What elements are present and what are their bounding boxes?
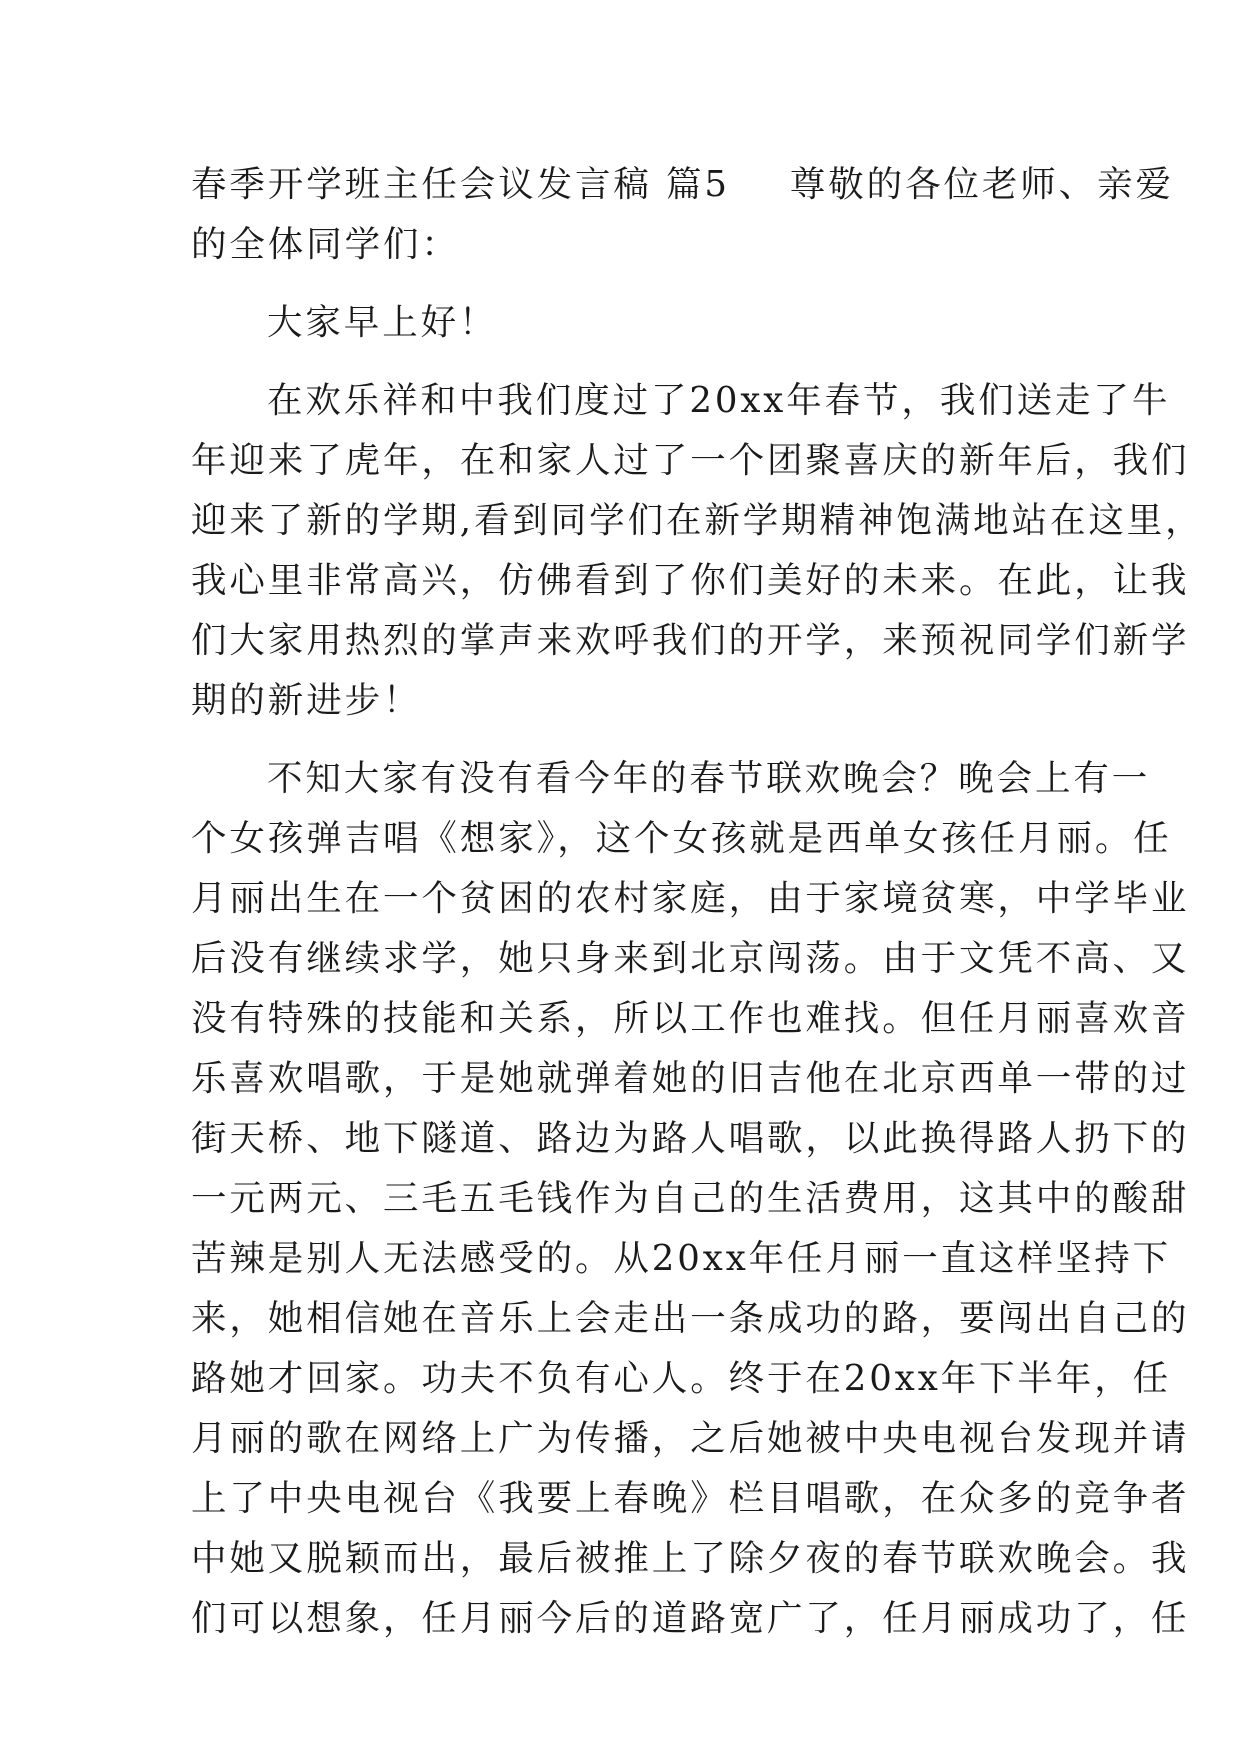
text-line: 年迎来了虎年，在和家人过了一个团聚喜庆的新年后，我们 bbox=[191, 440, 1190, 481]
text-line: 路她才回家。功夫不负有心人。终于在20xx年下半年，任 bbox=[191, 1358, 1172, 1399]
text-line: 期的新进步！ bbox=[191, 680, 422, 721]
text-line: 个女孩弹吉唱《想家》，这个女孩就是西单女孩任月丽。任 bbox=[191, 818, 1172, 859]
text-line: 苦辣是别人无法感受的。从20xx年任月丽一直这样坚持下 bbox=[191, 1238, 1172, 1279]
document-body bbox=[191, 155, 1204, 1649]
text-line: 大家早上好！ bbox=[267, 302, 498, 343]
text-line: 我心里非常高兴，仿佛看到了你们美好的未来。在此，让我 bbox=[191, 560, 1190, 601]
text-line: 一元两元、三毛五毛钱作为自己的生活费用，这其中的酸甜 bbox=[191, 1178, 1190, 1219]
text-line: 们可以想象，任月丽今后的道路宽广了，任月丽成功了，任 bbox=[191, 1598, 1190, 1639]
text-line: 月丽出生在一个贫困的农村家庭，由于家境贫寒，中学毕业 bbox=[191, 878, 1190, 919]
text-line: 不知大家有没有看今年的春节联欢晚会？晚会上有一 bbox=[267, 758, 1151, 799]
text-line: 街天桥、地下隧道、路边为路人唱歌，以此换得路人扔下的 bbox=[191, 1118, 1190, 1159]
text-line: 在欢乐祥和中我们度过了20xx年春节，我们送走了牛 bbox=[267, 380, 1171, 421]
text-line: 迎来了新的学期,看到同学们在新学期精神饱满地站在这里， bbox=[191, 500, 1204, 541]
text-line: 的全体同学们： bbox=[191, 224, 460, 265]
text-line: 乐喜欢唱歌，于是她就弹着她的旧吉他在北京西单一带的过 bbox=[191, 1058, 1190, 1099]
text-line: 中她又脱颖而出，最后被推上了除夕夜的春节联欢晚会。我 bbox=[191, 1538, 1190, 1579]
title-line bbox=[191, 155, 1174, 215]
document-title: 春季开学班主任会议发言稿 篇5 bbox=[191, 164, 730, 205]
text-line: 上了中央电视台《我要上春晚》栏目唱歌，在众多的竞争者 bbox=[191, 1478, 1190, 1519]
text-line: 们大家用热烈的掌声来欢呼我们的开学，来预祝同学们新学 bbox=[191, 620, 1190, 661]
text-line: 来，她相信她在音乐上会走出一条成功的路，要闯出自己的 bbox=[191, 1298, 1190, 1339]
text-line: 后没有继续求学，她只身来到北京闯荡。由于文凭不高、又 bbox=[191, 938, 1190, 979]
text-line: 没有特殊的技能和关系，所以工作也难找。但任月丽喜欢音 bbox=[191, 998, 1190, 1039]
text-line: 月丽的歌在网络上广为传播，之后她被中央电视台发现并请 bbox=[191, 1418, 1190, 1459]
salutation-start: 尊敬的各位老师、亲爱 bbox=[789, 164, 1174, 205]
